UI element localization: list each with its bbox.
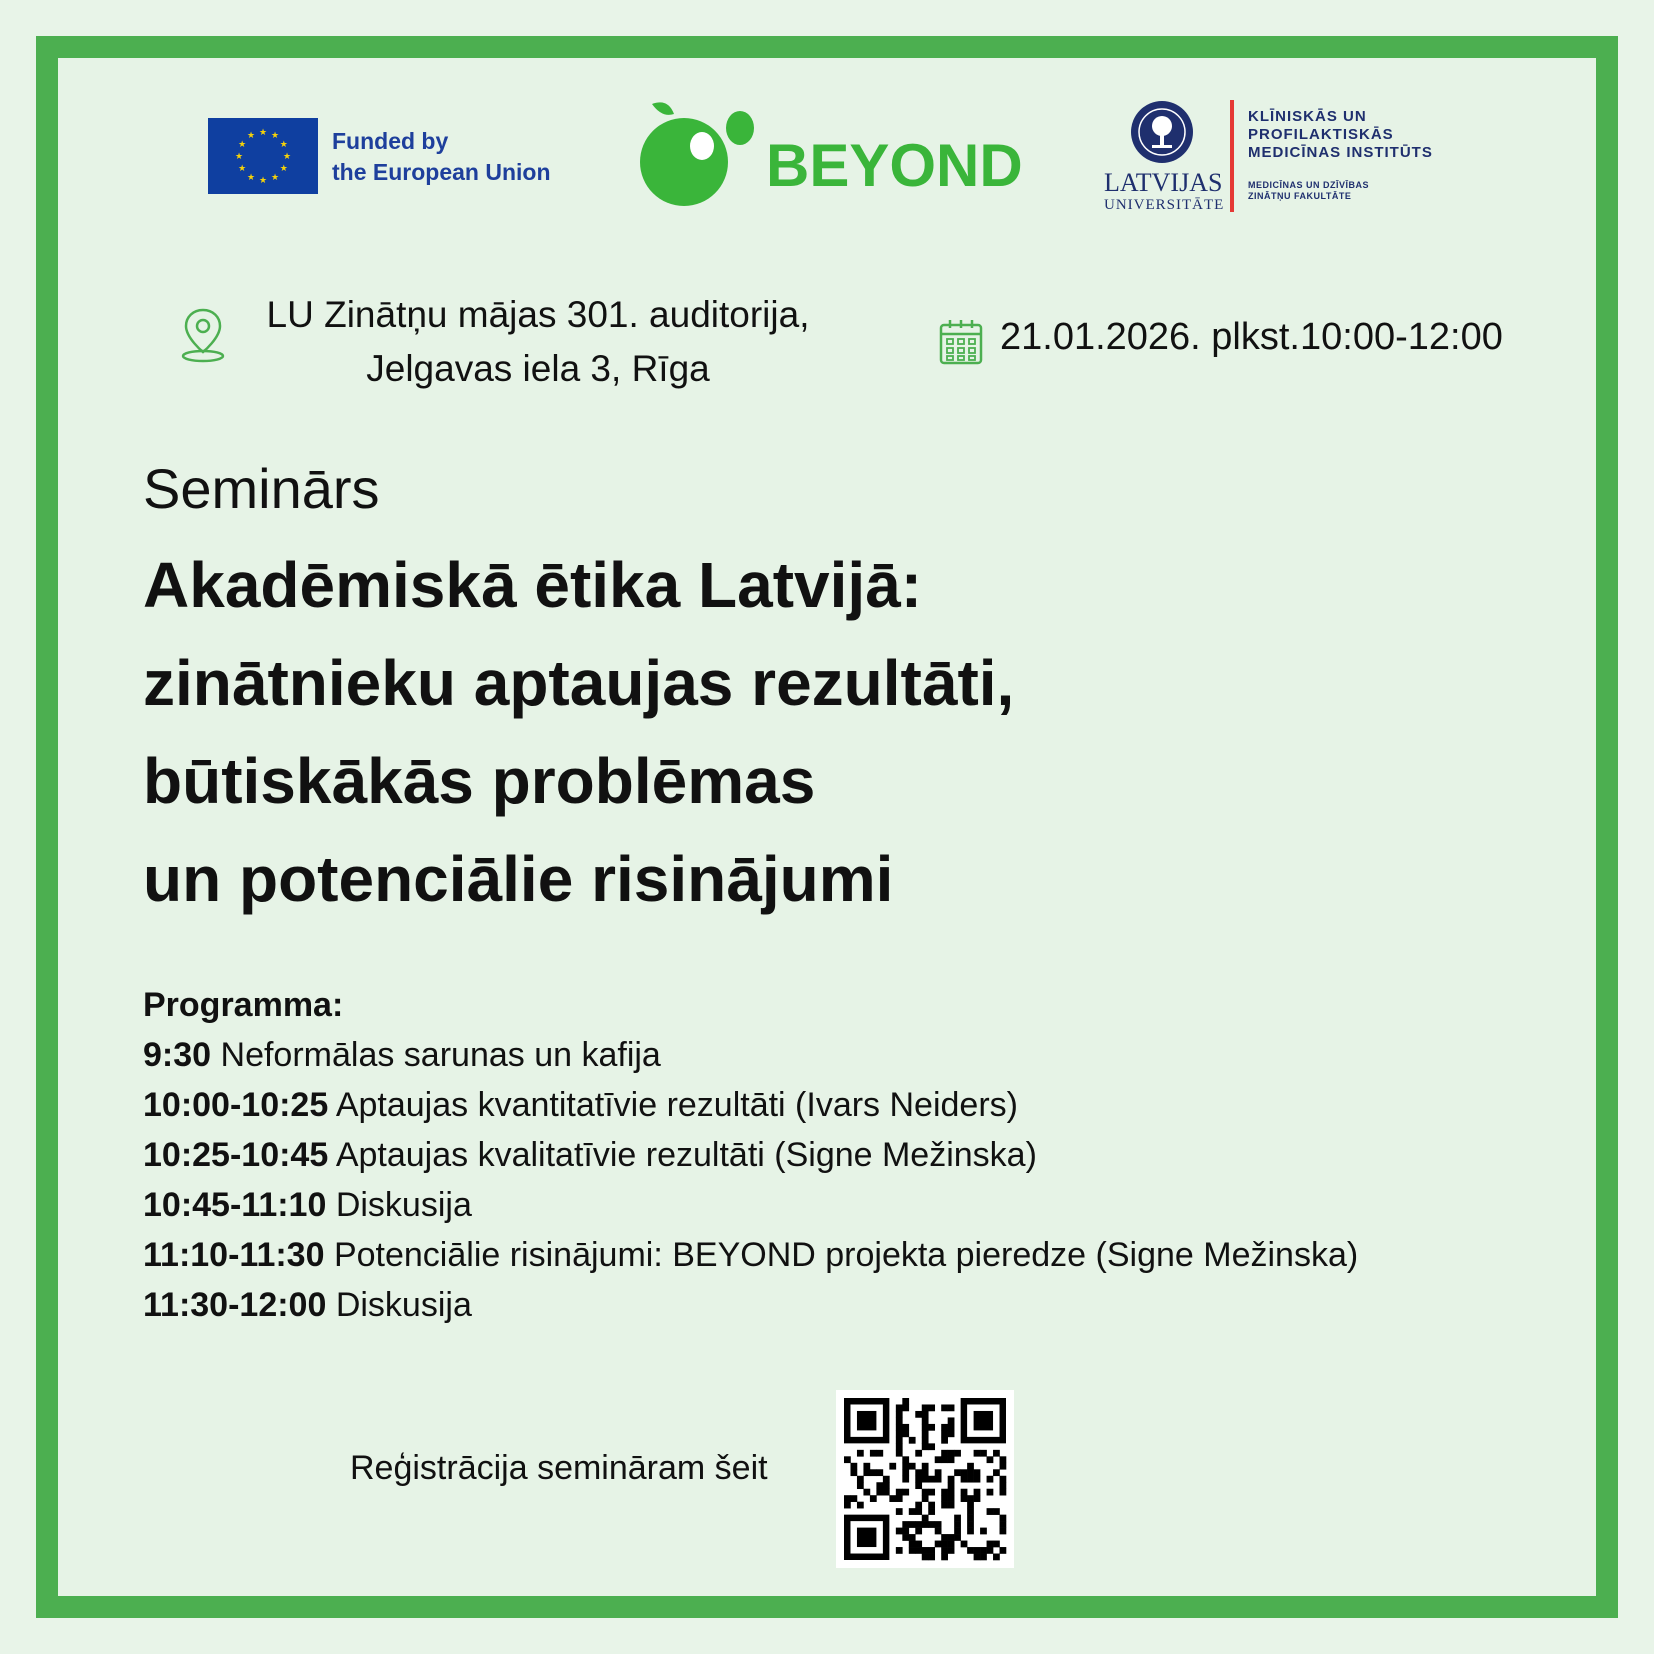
lu-institute	[1248, 108, 1433, 162]
lu-sub: UNIVERSITĀTE	[1104, 197, 1225, 213]
program-text: Aptaujas kvantitatīvie rezultāti (Ivars Neiders)	[335, 1086, 1018, 1124]
title-line: būtiskākās problēmas	[143, 745, 816, 817]
program-item	[143, 1280, 1358, 1330]
eu-flag-icon	[208, 118, 318, 194]
venue-address	[228, 288, 848, 396]
program-item	[143, 1130, 1358, 1180]
lu-institute-line: MEDICĪNAS INSTITŪTS	[1248, 144, 1433, 161]
title-line: zinātnieku aptaujas rezultāti,	[143, 647, 1015, 719]
program-time: 10:00-10:25	[143, 1086, 329, 1124]
program-time: 9:30	[143, 1036, 212, 1074]
venue-line1: LU Zinātņu mājas 301. auditorija,	[266, 294, 810, 335]
title-line: Akadēmiskā ētika Latvijā:	[143, 549, 923, 621]
qr-code-icon[interactable]	[836, 1390, 1014, 1568]
venue-line2: Jelgavas iela 3, Rīga	[366, 348, 710, 389]
location-pin-icon	[180, 306, 226, 364]
program	[143, 980, 1358, 1330]
svg-text:★: ★	[258, 127, 268, 137]
event-type: Seminārs	[143, 457, 380, 520]
lu-institute-line: PROFILAKTISKĀS	[1248, 126, 1394, 143]
registration-label: Reģistrācija semināram šeit	[350, 1449, 768, 1487]
program-text: Diskusija	[335, 1286, 472, 1324]
program-text: Potenciālie risinājumi: BEYOND projekta pieredze (Signe Mežinska)	[333, 1236, 1359, 1274]
lu-divider	[1230, 100, 1234, 212]
program-text: Diskusija	[335, 1186, 472, 1224]
program-text: Neformālas sarunas un kafija	[220, 1036, 661, 1074]
event-date: 21.01.2026. plkst.10:00-12:00	[1000, 316, 1503, 358]
lu-name: LATVIJAS	[1104, 168, 1223, 197]
lu-faculty	[1248, 180, 1369, 202]
svg-text:★: ★	[246, 130, 256, 141]
svg-text:★: ★	[238, 163, 247, 173]
svg-text:★: ★	[282, 151, 292, 161]
eu-funding-label	[332, 126, 551, 188]
program-item	[143, 1030, 1358, 1080]
program-time: 10:25-10:45	[143, 1136, 329, 1174]
program-item	[143, 1180, 1358, 1230]
svg-text:★: ★	[279, 139, 288, 149]
svg-text:★: ★	[258, 175, 268, 185]
lu-seal-icon	[1130, 100, 1194, 164]
program-item	[143, 1230, 1358, 1280]
lu-faculty-line: ZINĀTŅU FAKULTĀTE	[1248, 191, 1352, 201]
title-line: un potenciālie risinājumi	[143, 843, 894, 915]
event-title	[143, 536, 1014, 928]
lu-faculty-line: MEDICĪNAS UN DZĪVĪBAS	[1248, 180, 1370, 190]
program-time: 10:45-11:10	[143, 1186, 327, 1224]
svg-text:★: ★	[246, 171, 256, 182]
svg-text:★: ★	[234, 151, 244, 161]
svg-text:★: ★	[279, 163, 288, 173]
program-time: 11:30-12:00	[143, 1286, 327, 1324]
svg-text:★: ★	[270, 130, 280, 141]
svg-text:★: ★	[238, 139, 247, 149]
program-text: Aptaujas kvalitatīvie rezultāti (Signe Mežinska)	[335, 1136, 1037, 1174]
program-item	[143, 1080, 1358, 1130]
eu-line1: Funded by	[332, 128, 449, 154]
eu-line2: the European Union	[332, 159, 551, 185]
svg-text:★: ★	[270, 171, 280, 182]
lu-institute-line: KLĪNISKĀS UN	[1248, 108, 1367, 125]
calendar-icon	[938, 318, 984, 366]
beyond-apple-icon	[640, 98, 760, 210]
program-time: 11:10-11:30	[143, 1236, 325, 1274]
beyond-logo-text: BEYOND	[766, 132, 1023, 199]
program-heading: Programma:	[143, 986, 344, 1024]
